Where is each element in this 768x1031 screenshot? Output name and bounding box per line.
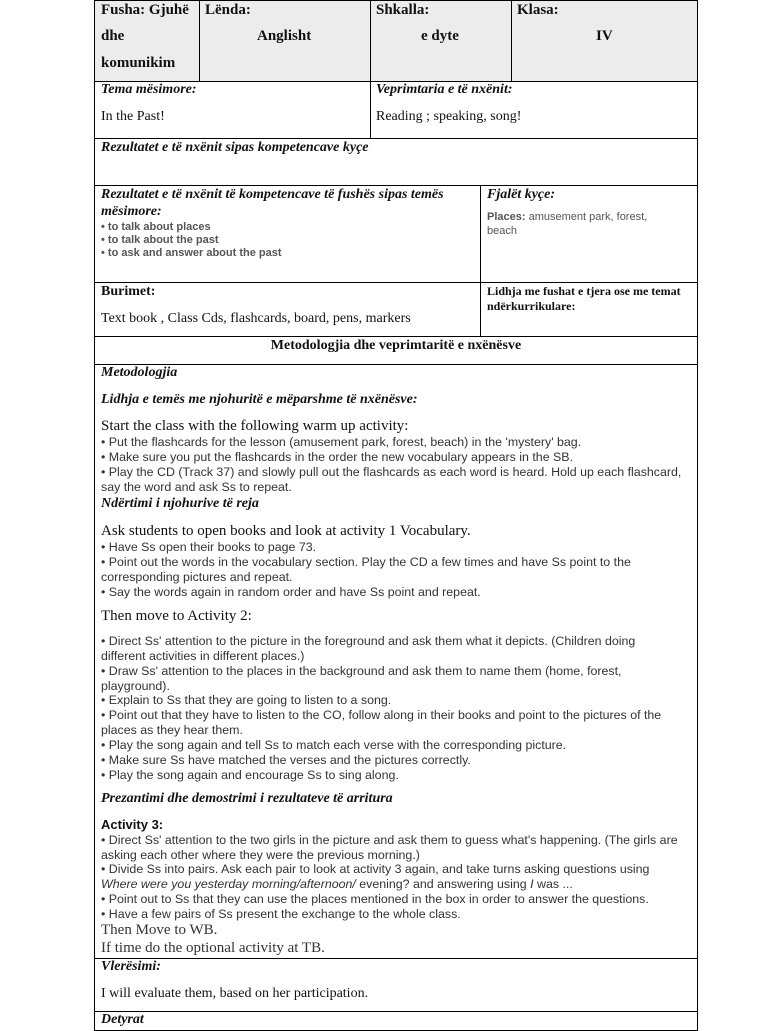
activity3-answer-rest: was ... xyxy=(533,877,573,891)
vocab-line: • Say the words again in random order and have Ss point and repeat. xyxy=(101,585,481,599)
activity2-line: • Play the song again and tell Ss to match each verse with the corresponding picture. xyxy=(101,738,567,752)
veprimtaria-value: Reading ; speaking, song! xyxy=(376,109,522,124)
places-keywords-line2: beach xyxy=(487,225,517,237)
vocab-line: corresponding pictures and repeat. xyxy=(101,570,293,584)
warmup-line: • Play the CD (Track 37) and slowly pull out the flashcards as each word is heard. Hold up each flashcard, xyxy=(101,465,682,479)
activity2-line: playground). xyxy=(101,679,170,693)
klasa-value: IV xyxy=(596,28,613,44)
activity2-line: • Direct Ss' attention to the picture in the foreground and ask them what it depicts. (Children doing xyxy=(101,634,636,648)
fusha-label-line3: komunikim xyxy=(101,55,176,71)
fjalet-kyce-label: Fjalët kyçe: xyxy=(487,187,556,202)
activity2-line: different activities in different places.) xyxy=(101,649,305,663)
vocab-intro: Ask students to open books and look at activity 1 Vocabulary. xyxy=(101,523,471,539)
burimet-label: Burimet: xyxy=(101,284,156,299)
rezultatet-kyce-label: Rezultatet e të nxënit sipas kompetencave kyçe xyxy=(101,140,369,155)
shkalla-value: e dyte xyxy=(421,28,459,44)
lenda-label: Lënda: xyxy=(205,2,251,18)
tema-value: In the Past! xyxy=(101,109,165,124)
activity2-line: • Draw Ss' attention to the places in the background and ask them to name them (home, forest, xyxy=(101,664,622,678)
activity2-intro: Then move to Activity 2: xyxy=(101,608,252,624)
klasa-label: Klasa: xyxy=(517,2,559,18)
vocab-line: • Point out the words in the vocabulary section. Play the CD a few times and have Ss point to the xyxy=(101,555,631,569)
metodologjia-title: Metodologjia xyxy=(101,365,178,380)
activity3-answer-i: I xyxy=(530,877,534,891)
rezultatet-fushe-label-line2: mësimore: xyxy=(101,204,162,219)
activity2-line: • Point out that they have to listen to the CO, follow along in their books and point to the pictures of the xyxy=(101,708,662,722)
optional-activity: If time do the optional activity at TB. xyxy=(101,940,325,956)
vleresimi-value: I will evaluate them, based on her participation. xyxy=(101,986,369,1001)
activity3-line-mixed xyxy=(101,877,573,892)
activity3-line: asking each other where they were the previous morning.) xyxy=(101,848,420,862)
tema-label: Tema mësimore: xyxy=(101,82,197,97)
detyrat-label: Detyrat xyxy=(101,1012,144,1027)
detyrat-cell xyxy=(94,1011,698,1031)
rezultatet-fushe-label: Rezultatet e të nxënit të kompetencave të fushës sipas temës xyxy=(101,187,444,202)
places-label: Places: xyxy=(487,211,526,223)
warmup-line: say the word and ask Ss to repeat. xyxy=(101,480,292,494)
vleresimi-label: Vlerësimi: xyxy=(101,959,161,974)
veprimtaria-label: Veprimtaria e të nxënit: xyxy=(376,82,513,97)
outcome-item: • to talk about places xyxy=(101,221,211,233)
activity2-line: • Play the song again and encourage Ss to sing along. xyxy=(101,768,399,782)
places-keywords xyxy=(487,211,647,225)
activity2-line: • Explain to Ss that they are going to listen to a song. xyxy=(101,693,392,707)
fusha-label: Fusha: Gjuhë xyxy=(101,2,189,18)
lidhja-fushat-label-line2: ndërkurrikulare: xyxy=(487,299,576,313)
warmup-line: • Make sure you put the flashcards in the order the new vocabulary appears in the SB. xyxy=(101,450,574,464)
vocab-line: • Have Ss open their books to page 73. xyxy=(101,540,317,554)
lidhja-title: Lidhja e temës me njohuritë e mëparshme të nxënësve: xyxy=(101,392,418,407)
outcome-item: • to talk about the past xyxy=(101,234,219,246)
outcome-item: • to ask and answer about the past xyxy=(101,247,282,259)
activity3-title: Activity 3: xyxy=(101,817,164,832)
shkalla-label: Shkalla: xyxy=(376,2,430,18)
then-wb: Then Move to WB. xyxy=(101,922,218,938)
activity3-line: • Direct Ss' attention to the two girls in the picture and ask them to guess what's happening. (The girls are xyxy=(101,833,678,847)
activity3-line: • Have a few pairs of Ss present the exchange to the whole class. xyxy=(101,907,461,921)
activity3-line: • Divide Ss into pairs. Ask each pair to look at activity 3 again, and take turns asking questions using xyxy=(101,862,650,876)
fusha-label-line2: dhe xyxy=(101,28,125,44)
activity3-question-text: Where were you yesterday morning/afternoon/ xyxy=(101,877,356,891)
activity3-question-rest: evening? and answering using xyxy=(355,877,531,891)
activity2-line: places as they hear them. xyxy=(101,723,243,737)
prezantimi-title: Prezantimi dhe demostrimi i rezultateve të arritura xyxy=(101,791,393,806)
burimet-value: Text book , Class Cds, flashcards, board, pens, markers xyxy=(101,311,411,326)
vleresimi-cell xyxy=(94,958,698,1012)
warmup-line: • Put the flashcards for the lesson (amusement park, forest, beach) in the 'mystery' bag. xyxy=(101,435,582,449)
metodologjia-header: Metodologjia dhe veprimtaritë e nxënësve xyxy=(270,338,522,353)
ndertimi-title: Ndërtimi i njohurive të reja xyxy=(101,496,259,511)
lenda-value: Anglisht xyxy=(257,28,312,44)
lidhja-fushat-label: Lidhja me fushat e tjera ose me temat xyxy=(487,284,681,298)
warmup-intro: Start the class with the following warm up activity: xyxy=(101,418,409,434)
places-value: amusement park, forest, xyxy=(528,211,648,223)
activity3-line: • Point out to Ss that they can use the places mentioned in the box in order to answer the questions. xyxy=(101,892,649,906)
activity2-line: • Make sure Ss have matched the verses and the pictures correctly. xyxy=(101,753,471,767)
